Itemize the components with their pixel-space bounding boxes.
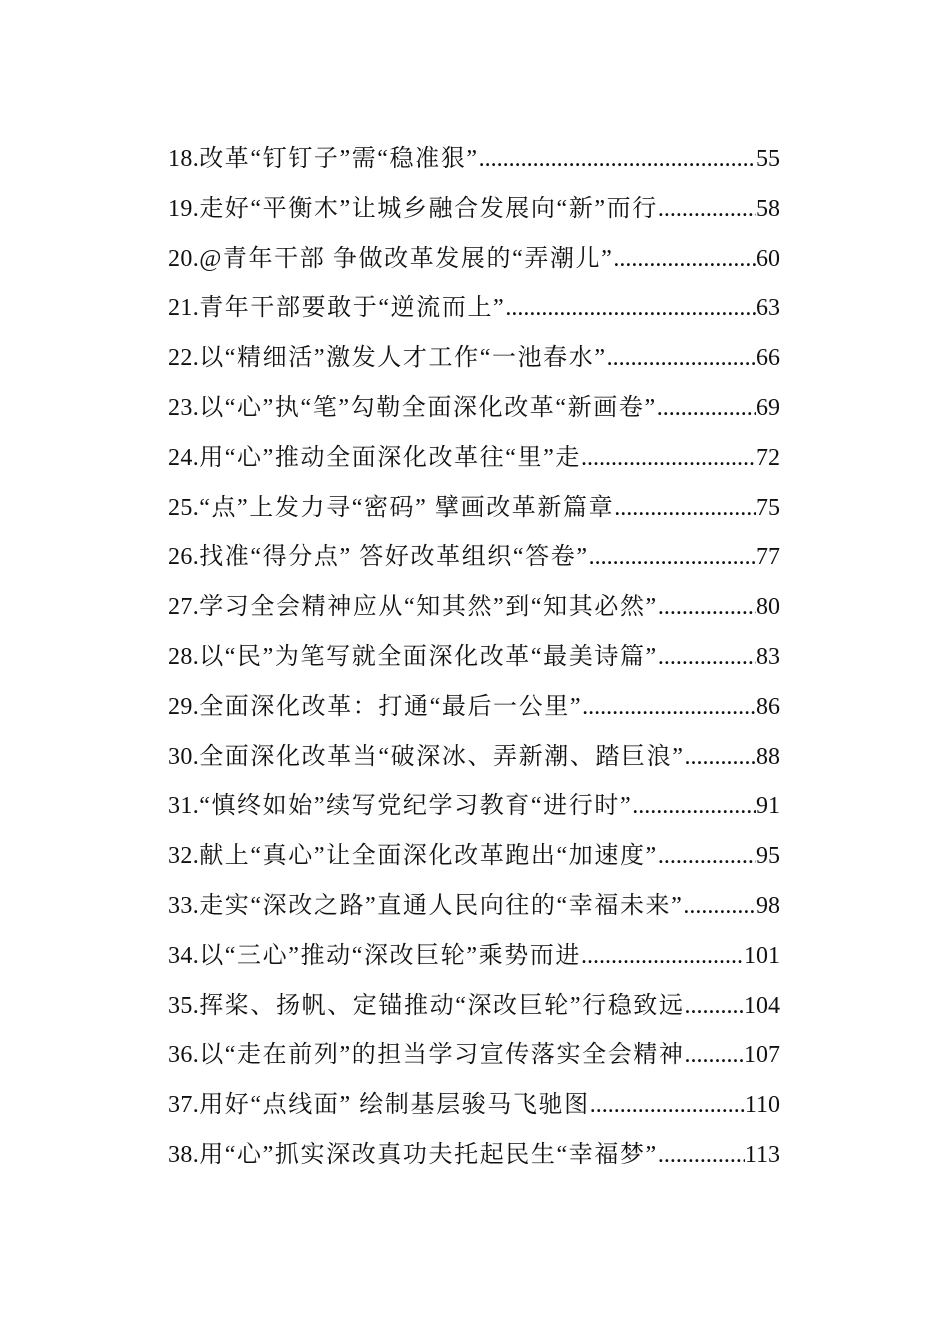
toc-entry-title: 用好“点线面” 绘制基层骏马飞驰图 [199, 1092, 590, 1119]
toc-dot-leader [581, 943, 744, 970]
toc-entry-page-number: 98 [756, 892, 780, 919]
toc-entry-title: 以“民”为笔写就全面深化改革“最美诗篇” [199, 643, 658, 670]
toc-entry [168, 437, 780, 487]
toc-entry-number: 19. [168, 195, 200, 222]
toc-entry [168, 287, 780, 337]
toc-entry-page-number: 60 [756, 245, 780, 272]
toc-dot-leader [658, 594, 756, 621]
toc-dot-leader [582, 694, 756, 721]
toc-entry-title: 以“走在前列”的担当学习宣传落实全会精神 [199, 1042, 685, 1069]
toc-entry-number: 34. [168, 942, 200, 969]
toc-entry-number: 28. [168, 643, 200, 670]
toc-dot-leader [607, 345, 756, 372]
toc-entry-number: 38. [168, 1141, 200, 1168]
toc-entry [168, 238, 780, 288]
toc-entry [168, 387, 780, 437]
toc-entry-page-number: 95 [756, 843, 780, 870]
toc-entry [168, 785, 780, 835]
toc-entry [168, 985, 780, 1035]
toc-entry-page-number: 104 [744, 992, 780, 1019]
toc-dot-leader [589, 544, 756, 571]
toc-entry [168, 536, 780, 586]
toc-entry-number: 37. [168, 1092, 200, 1119]
toc-entry-title: 走好“平衡木”让城乡融合发展向“新”而行 [199, 195, 658, 222]
toc-entry-page-number: 101 [744, 942, 780, 969]
toc-entry-number: 26. [168, 544, 200, 571]
toc-entry-title: “点”上发力寻“密码” 擘画改革新篇章 [199, 494, 615, 521]
toc-entry-number: 30. [168, 743, 200, 770]
toc-entry-title: 以“三心”推动“深改巨轮”乘势而进 [199, 942, 582, 969]
toc-entry [168, 636, 780, 686]
toc-entry-title: 以“心”执“笔”勾勒全面深化改革“新画卷” [199, 394, 657, 421]
toc-entry-page-number: 69 [756, 394, 780, 421]
toc-entry-title: 学习全会精神应从“知其然”到“知其必然” [199, 594, 658, 621]
toc-dot-leader [613, 246, 756, 273]
toc-entry-number: 18. [168, 146, 200, 172]
toc-entry-page-number: 77 [756, 544, 780, 571]
toc-entry-title: 献上“真心”让全面深化改革跑出“加速度” [199, 843, 658, 870]
toc-entry [168, 188, 780, 238]
toc-entry-number: 29. [168, 693, 200, 720]
toc-entry-title: 以“精细活”激发人才工作“一池春水” [199, 345, 607, 372]
toc-dot-leader [685, 744, 756, 771]
toc-dot-leader [581, 445, 756, 472]
toc-entry-title: @青年干部 争做改革发展的“弄潮儿” [199, 245, 614, 272]
toc-entry-page-number: 55 [756, 146, 780, 172]
toc-entry-page-number: 107 [744, 1042, 780, 1069]
toc-entry-page-number: 72 [756, 444, 780, 471]
table-of-contents [168, 138, 780, 1184]
toc-dot-leader [658, 196, 756, 223]
toc-dot-leader [632, 793, 756, 820]
toc-entry-number: 20. [168, 245, 200, 272]
toc-entry-page-number: 83 [756, 643, 780, 670]
toc-entry-title: 挥桨、扬帆、定锚推动“深改巨轮”行稳致远 [199, 992, 685, 1019]
toc-entry-number: 21. [168, 295, 200, 322]
toc-entry-page-number: 58 [756, 195, 780, 222]
toc-entry-title: 找准“得分点” 答好改革组织“答卷” [199, 544, 589, 571]
toc-entry [168, 835, 780, 885]
toc-entry-page-number: 91 [756, 793, 780, 820]
toc-entry-title: 走实“深改之路”直通人民向往的“幸福未来” [199, 892, 684, 919]
toc-entry-number: 35. [168, 992, 200, 1019]
toc-dot-leader [479, 146, 756, 173]
toc-entry [168, 935, 780, 985]
toc-entry-number: 23. [168, 394, 200, 421]
toc-dot-leader [683, 893, 756, 920]
toc-entry [168, 1134, 780, 1184]
toc-entry-page-number: 80 [756, 594, 780, 621]
toc-entry [168, 1084, 780, 1134]
toc-entry-page-number: 66 [756, 345, 780, 372]
toc-entry [168, 885, 780, 935]
toc-entry-number: 22. [168, 345, 200, 372]
toc-entry-page-number: 110 [744, 1092, 780, 1119]
toc-entry-number: 25. [168, 494, 200, 521]
toc-entry-title: 全面深化改革：打通“最后一公里” [199, 693, 583, 720]
toc-dot-leader [685, 993, 744, 1020]
toc-entry [168, 736, 780, 786]
toc-entry [168, 586, 780, 636]
toc-dot-leader [657, 395, 756, 422]
toc-entry-title: 用“心”抓实深改真功夫托起民生“幸福梦” [199, 1141, 658, 1168]
toc-entry-number: 36. [168, 1042, 200, 1069]
toc-entry [168, 1034, 780, 1084]
toc-entry-page-number: 75 [756, 494, 780, 521]
toc-dot-leader [505, 295, 756, 322]
toc-dot-leader [685, 1042, 744, 1069]
toc-entry-page-number: 88 [756, 743, 780, 770]
toc-dot-leader [614, 495, 756, 522]
toc-entry [168, 337, 780, 387]
toc-entry-title: 用“心”推动全面深化改革往“里”走 [199, 444, 582, 471]
toc-entry-number: 32. [168, 843, 200, 870]
toc-entry-page-number: 113 [744, 1141, 780, 1168]
toc-entry-title: 青年干部要敢于“逆流而上” [199, 295, 506, 322]
toc-entry-number: 24. [168, 444, 200, 471]
toc-entry-number: 33. [168, 892, 200, 919]
toc-entry-number: 27. [168, 594, 200, 621]
toc-entry-page-number: 63 [756, 295, 780, 322]
toc-dot-leader [658, 843, 756, 870]
toc-dot-leader [658, 644, 756, 671]
toc-entry-title: “慎终如始”续写党纪学习教育“进行时” [199, 793, 633, 820]
toc-entry-title: 改革“钉钉子”需“稳准狠” [199, 146, 479, 172]
toc-entry [168, 686, 780, 736]
toc-dot-leader [658, 1142, 745, 1169]
toc-dot-leader [590, 1092, 745, 1119]
toc-entry [168, 138, 780, 188]
toc-entry [168, 487, 780, 537]
toc-entry-page-number: 86 [756, 693, 780, 720]
toc-entry-title: 全面深化改革当“破深冰、弄新潮、踏巨浪” [199, 743, 685, 770]
toc-entry-number: 31. [168, 793, 200, 820]
